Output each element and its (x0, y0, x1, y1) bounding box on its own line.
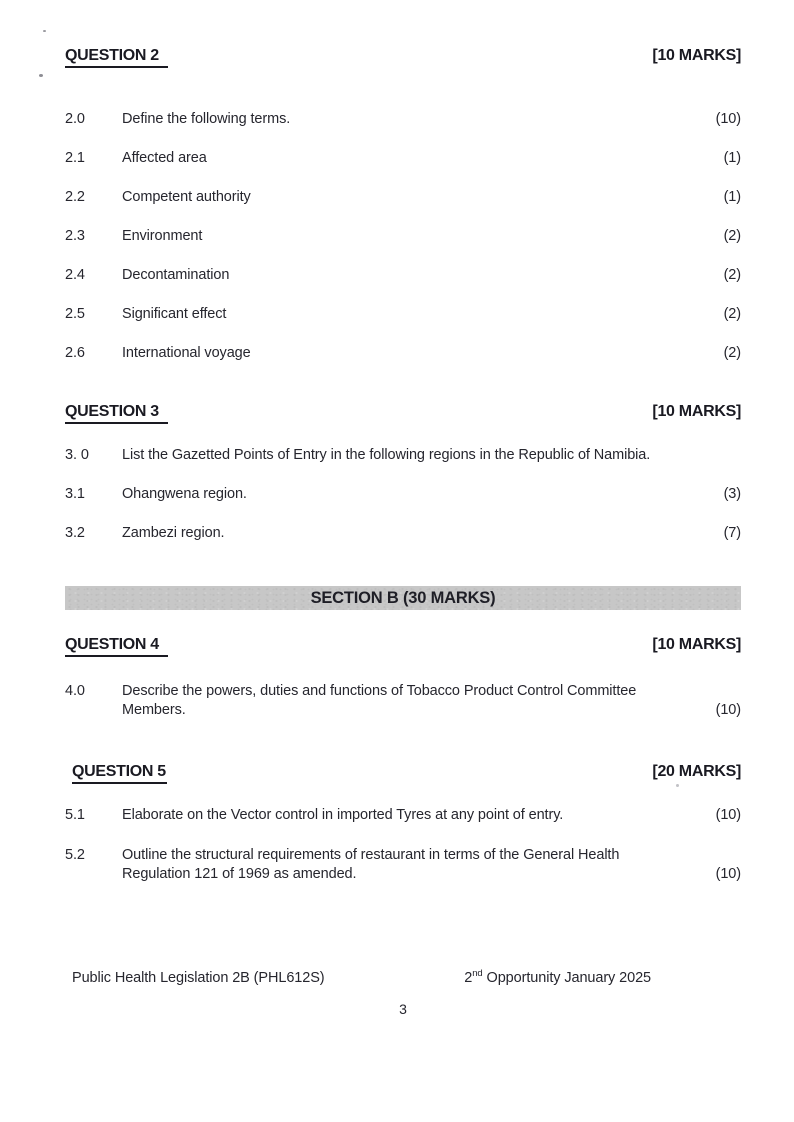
item-row (65, 846, 741, 884)
item-row (65, 806, 741, 825)
item-row (65, 446, 741, 465)
item-row (65, 149, 741, 168)
item-text: Significant effect (122, 306, 227, 322)
item-row (65, 188, 741, 207)
item-row (65, 682, 741, 720)
question-2-title: QUESTION 2 (65, 46, 168, 68)
item-marks: (2) (723, 267, 741, 283)
item-number: 5.1 (65, 807, 85, 823)
section-b-banner: SECTION B (30 MARKS) (65, 586, 741, 610)
question-3-title: QUESTION 3 (65, 402, 168, 424)
item-number: 2.4 (65, 267, 85, 283)
question-4-heading (65, 635, 741, 657)
item-text: Describe the powers, duties and functions of Tobacco Product Control Committee Members. (122, 683, 637, 718)
question-2-marks: [10 MARKS] (652, 47, 741, 64)
item-number: 3.2 (65, 525, 85, 541)
item-marks: (1) (723, 189, 741, 205)
item-marks: (2) (723, 345, 741, 361)
page-footer (65, 969, 741, 988)
item-text: Decontamination (122, 267, 230, 283)
footer-course-code: Public Health Legislation 2B (PHL612S) (72, 970, 325, 986)
item-text: Zambezi region. (122, 525, 225, 541)
item-row (65, 305, 741, 324)
item-text: Outline the structural requirements of restaurant in terms of the General Health Regulation 121 of 1969 as amended. (122, 847, 620, 882)
scan-speck (39, 74, 43, 77)
question-3-marks: [10 MARKS] (652, 403, 741, 420)
item-marks: (3) (723, 486, 741, 502)
item-text: Ohangwena region. (122, 486, 247, 502)
question-5-title: QUESTION 5 (72, 762, 167, 784)
item-text: List the Gazetted Points of Entry in the following regions in the Republic of Namibia. (122, 447, 651, 463)
page-number: 3 (399, 1001, 407, 1017)
item-marks: (1) (723, 150, 741, 166)
item-number: 2.6 (65, 345, 85, 361)
question-2-heading (65, 46, 741, 68)
item-number: 2.1 (65, 150, 85, 166)
item-number: 3. 0 (65, 447, 89, 463)
item-number: 2.5 (65, 306, 85, 322)
item-row (65, 524, 741, 543)
scan-speck (43, 30, 46, 32)
question-5-marks: [20 MARKS] (652, 763, 741, 780)
item-text: Elaborate on the Vector control in imported Tyres at any point of entry. (122, 807, 564, 823)
item-row (65, 485, 741, 504)
item-marks: (10) (715, 866, 741, 882)
item-number: 5.2 (65, 847, 85, 863)
item-text: Affected area (122, 150, 207, 166)
item-number: 2.3 (65, 228, 85, 244)
question-5-heading (65, 762, 741, 784)
item-text: Define the following terms. (122, 111, 291, 127)
item-text: Environment (122, 228, 203, 244)
question-4-title: QUESTION 4 (65, 635, 168, 657)
item-row (65, 110, 741, 129)
item-number: 2.2 (65, 189, 85, 205)
item-marks: (10) (715, 807, 741, 823)
item-row (65, 266, 741, 285)
item-marks: (7) (723, 525, 741, 541)
item-row (65, 227, 741, 246)
item-text: Competent authority (122, 189, 251, 205)
item-marks: (10) (715, 111, 741, 127)
ordinal-superscript: nd (472, 968, 483, 980)
item-text: International voyage (122, 345, 251, 361)
item-number: 4.0 (65, 683, 85, 699)
item-number: 2.0 (65, 111, 85, 127)
footer-exam-session: 2nd Opportunity January 2025 (464, 968, 651, 986)
item-row (65, 344, 741, 363)
question-3-heading (65, 402, 741, 424)
item-number: 3.1 (65, 486, 85, 502)
question-4-marks: [10 MARKS] (652, 636, 741, 653)
scan-speck (676, 784, 679, 787)
item-marks: (2) (723, 228, 741, 244)
item-marks: (2) (723, 306, 741, 322)
item-marks: (10) (715, 702, 741, 718)
